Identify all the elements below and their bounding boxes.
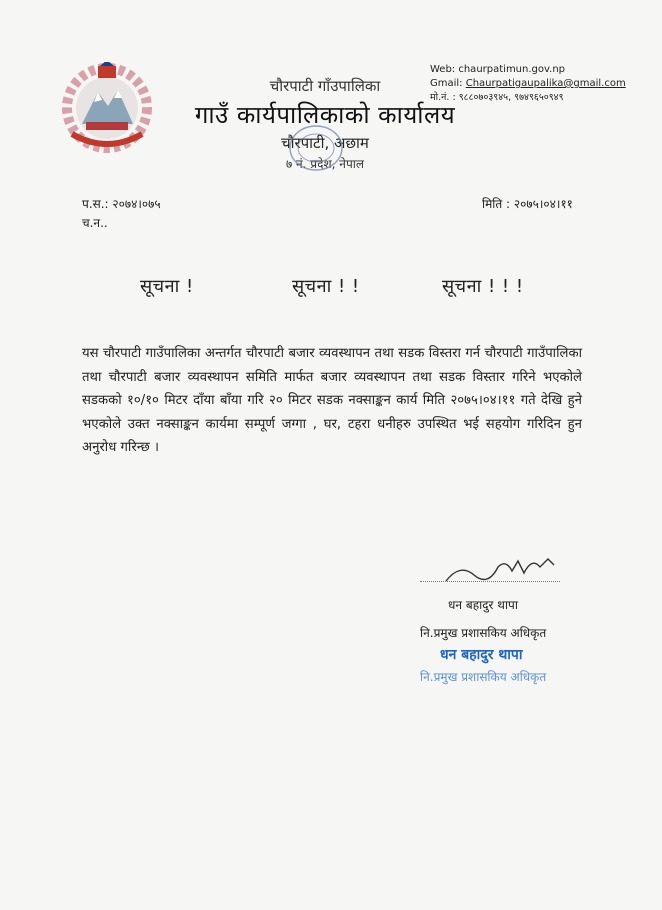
letter-date: मिति : २०७५।०४।११: [482, 197, 573, 211]
signatory-title: नि.प्रमुख प्रशासकिय अधिकृत: [420, 626, 547, 640]
office-location: चौरपाटी, अछाम: [281, 134, 369, 152]
website[interactable]: Web: chaurpatimun.gov.np: [430, 64, 566, 75]
province: ७ नं. प्रदेश, नेपाल: [285, 157, 365, 171]
stamp-title: नि.प्रमुख प्रशासकिय अधिकृत: [420, 670, 547, 684]
notice-heading-2: सूचना ! !: [292, 276, 360, 297]
handwritten-signature-icon: [440, 553, 560, 591]
letter-number: प.स.: २०७४।०७५: [82, 197, 161, 211]
office-seal-icon: [276, 122, 356, 174]
dispatch-number: च.न..: [82, 216, 108, 230]
phone-numbers: मो.नं. : ९८८०७०३९४५, ९७४९६५०९४९: [430, 92, 564, 103]
office-name: गाउँ कार्यपालिकाको कार्यालय: [194, 101, 456, 129]
email-line: [430, 77, 626, 91]
email-link[interactable]: Chaurpatigaupalika@gmail.com: [465, 78, 626, 89]
notice-body: यस चौरपाटी गाउँपालिका अन्तर्गत चौरपाटी बजार व्यवस्थापन तथा सडक विस्तरा गर्न चौरपाटी गाउँपालिका तथा चौरपाटी बजार व्यवस्थापन समिति मार्फत बजार व्यवस्थापन तथा सडक विस्तार गरिने भएकोले सडकको १०/१० मिटर दाँया बाँया गरि २० मिटर सडक नक्साङ्कन कार्य मिति २०७५।०४।११ गते देखि हुने भएकोले उक्त नक्साङ्कन कार्यमा सम्पूर्ण जग्गा , घर, टहरा धनीहरु उपस्थित भई सहयोग गरिदिन हुन अनुरोध गरिन्छ ।: [82, 346, 582, 455]
notice-heading-1: सूचना !: [140, 276, 194, 297]
email-label: Gmail:: [430, 78, 466, 89]
nepal-emblem-icon: [58, 62, 156, 154]
stamp-name: धन बहादुर थापा: [440, 647, 523, 663]
reference-block: [82, 195, 161, 233]
notice-heading-3: सूचना ! ! !: [442, 276, 524, 297]
contact-info: [430, 63, 626, 105]
signatory-name: धन बहादुर थापा: [448, 598, 518, 612]
signature-line: [420, 581, 560, 582]
municipality-name: चौरपाटी गाँउपालिका: [269, 77, 381, 95]
